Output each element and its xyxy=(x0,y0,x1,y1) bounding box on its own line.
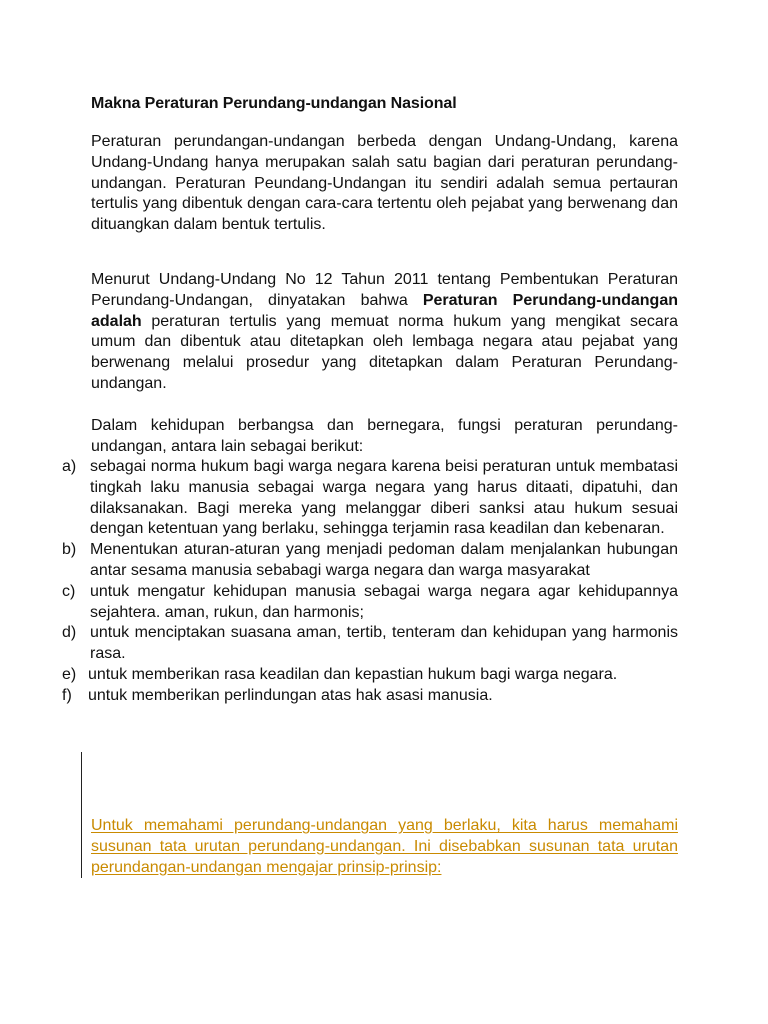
list-marker: a) xyxy=(62,458,77,475)
paragraph-law-reference-bold: Peraturan Perundang-undangan adalah xyxy=(91,291,678,330)
list-item xyxy=(62,457,678,540)
list-item-text: sebagai norma hukum bagi warga negara karena beisi peraturan untuk membatasi tingkah laku manusia sebagai warga negara yang harus ditaati, dipatuhi, dan dilaksanakan. Bagi mereka yang melanggar diberi sanksi atau hukum sesuai dengan ketentuan yang berlaku, sehingga terjamin rasa keadilan dan kebenaran. xyxy=(90,458,678,538)
list-marker: c) xyxy=(62,582,76,600)
list-item xyxy=(62,623,678,665)
paragraph-law-reference-rest: peraturan tertulis yang memuat norma hukum yang mengikat secara umum dan dibentuk atau ditetapkan oleh lembaga negara atau pejabat yang berwenang melalui prosedur yang ditetapkan dalam Peraturan Perundang-undangan. xyxy=(91,312,678,392)
functions-list xyxy=(62,457,678,707)
list-item xyxy=(62,540,678,582)
document-title: Makna Peraturan Perundang-undangan Nasional xyxy=(91,95,457,112)
list-item-text: untuk memberikan rasa keadilan dan kepastian hukum bagi warga negara. xyxy=(88,665,618,683)
list-item xyxy=(62,686,678,707)
list-item-text: untuk mengatur kehidupan manusia sebagai warga negara agar kehidupannya sejahtera. aman, rukun, dan harmonis; xyxy=(90,582,678,621)
paragraph-law-reference xyxy=(91,270,678,395)
margin-change-bar xyxy=(81,752,82,878)
list-item xyxy=(62,582,678,624)
list-item-text: Menentukan aturan-aturan yang menjadi pedoman dalam menjalankan hubungan antar sesama manusia sebabagi warga negara dan warga masyarakat xyxy=(90,541,678,579)
list-item xyxy=(62,665,678,686)
highlighted-paragraph: Untuk memahami perundang-undangan yang berlaku, kita harus memahami susunan tata urutan perundang-undangan. Ini disebabkan susunan tata urutan perundangan-undangan mengajar prinsip-prinsip: xyxy=(91,817,678,876)
list-marker: b) xyxy=(62,541,77,559)
list-marker: e) xyxy=(62,665,77,683)
paragraph-law-reference-intro: Menurut Undang-Undang No 12 Tahun 2011 tentang Pembentukan Peraturan Perundang-Undangan, dinyatakan bahwa xyxy=(91,271,678,309)
paragraph-functions-intro: Dalam kehidupan berbangsa dan bernegara, fungsi peraturan perundang-undangan, antara lain sebagai berikut: xyxy=(91,417,678,455)
list-item-text: untuk memberikan perlindungan atas hak asasi manusia. xyxy=(88,686,493,704)
list-marker: f) xyxy=(62,686,72,704)
list-marker: d) xyxy=(62,624,77,642)
list-item-text: untuk menciptakan suasana aman, tertib, tenteram dan kehidupan yang harmonis rasa. xyxy=(90,624,678,663)
paragraph-definition: Peraturan perundangan-undangan berbeda dengan Undang-Undang, karena Undang-Undang hanya merupakan salah satu bagian dari peraturan perundang-undangan. Peraturan Peundang-Undangan itu sendiri adalah semua pertauran tertulis yang dibentuk dengan cara-cara tertentu oleh pejabat yang berwenang dan dituangkan dalam bentuk tertulis. xyxy=(91,133,678,234)
